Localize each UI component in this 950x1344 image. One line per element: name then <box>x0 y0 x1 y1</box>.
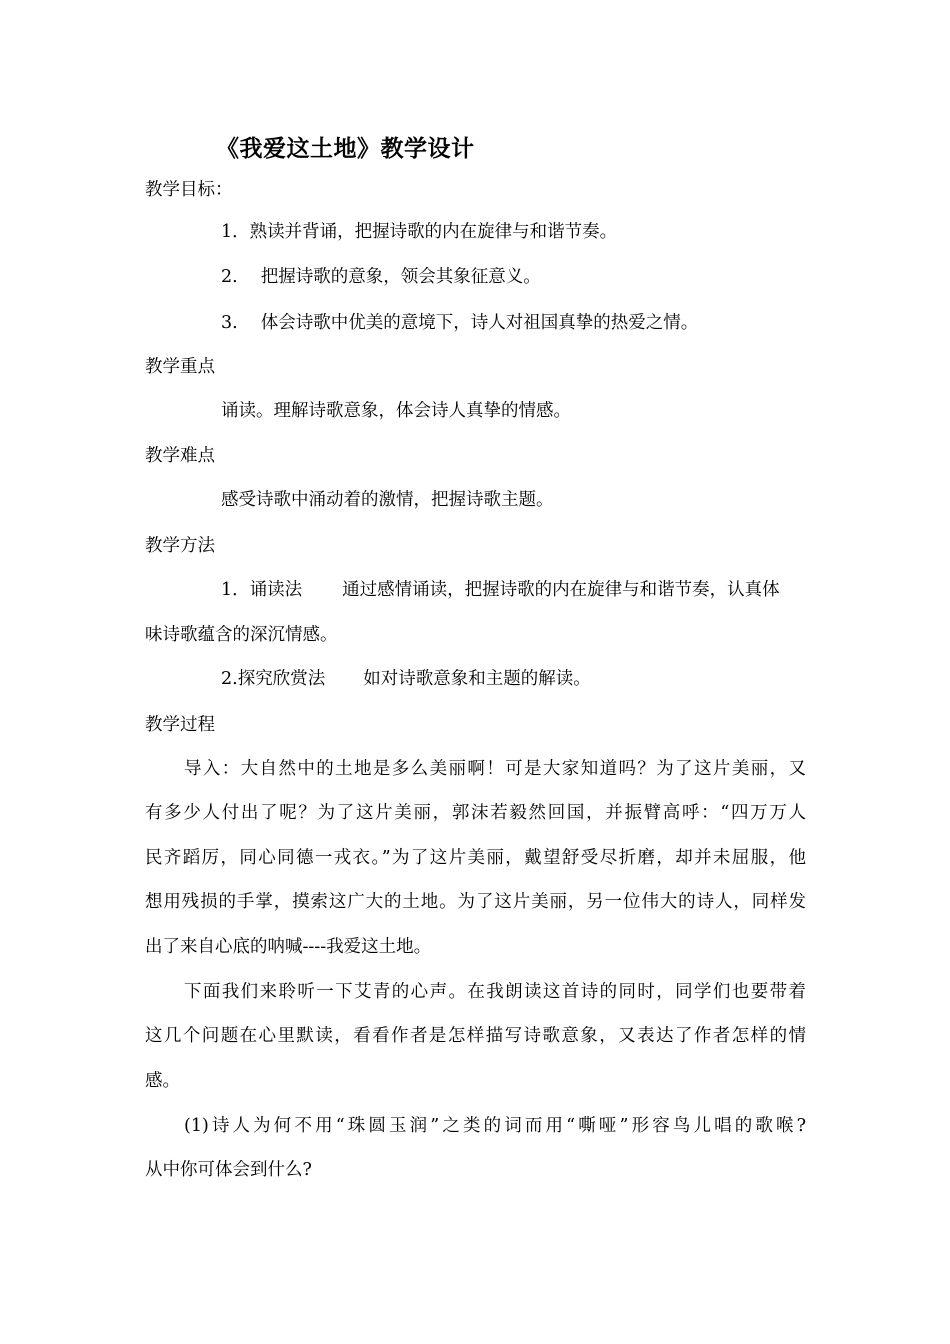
listen-line-2: 这几个问题在心里默读，看看作者是怎样描写诗歌意象，又表达了作者怎样的情 <box>145 1026 806 1046</box>
method-item-2-name: 2.探究欣赏法 <box>221 669 326 689</box>
objective-item-3: 3. 体会诗歌中优美的意境下，诗人对祖国真挚的热爱之情。 <box>221 313 699 333</box>
method-item-1-desc: 通过感情诵读，把握诗歌的内在旋律与和谐节奏，认真体 <box>342 580 780 600</box>
difficulties-text: 感受诗歌中涌动着的激情，把握诗歌主题。 <box>221 490 554 510</box>
objectives-heading: 教学目标： <box>145 180 233 200</box>
listen-line-1: 下面我们来聆听一下艾青的心声。在我朗读这首诗的同时，同学们也要带着 <box>184 982 806 1002</box>
intro-line-4: 想用残损的手掌，摸索这广大的土地。为了这片美丽，另一位伟大的诗人，同样发 <box>145 892 806 912</box>
intro-line-1: 导入：大自然中的土地是多么美丽啊！可是大家知道吗？为了这片美丽，又 <box>184 759 806 779</box>
objective-item-2: 2. 把握诗歌的意象，领会其象征意义。 <box>221 267 541 287</box>
listen-line-3: 感。 <box>145 1071 180 1091</box>
key-points-heading: 教学重点 <box>145 357 215 377</box>
intro-line-3: 民齐蹈厉，同心同德一戎衣。”为了这片美丽，戴望舒受尽折磨，却并未屈服，他 <box>145 848 806 868</box>
objective-item-1: 1．熟读并背诵，把握诗歌的内在旋律与和谐节奏。 <box>221 222 618 242</box>
intro-line-5: 出了来自心底的呐喊----我爱这土地。 <box>145 937 432 957</box>
method-item-1-continued: 味诗歌蕴含的深沉情感。 <box>145 625 338 645</box>
key-points-text: 诵读。理解诗歌意象，体会诗人真挚的情感。 <box>221 401 571 421</box>
document-title: 《我爱这土地》教学设计 <box>216 136 475 162</box>
method-item-1 <box>221 578 780 602</box>
method-item-2-desc: 如对诗歌意象和主题的解读。 <box>363 669 591 689</box>
method-item-1-name: 1．诵读法 <box>221 580 303 600</box>
method-item-2 <box>221 667 591 691</box>
process-heading: 教学过程 <box>145 715 215 735</box>
question-line-2: 从中你可体会到什么? <box>145 1160 312 1180</box>
difficulties-heading: 教学难点 <box>145 446 215 466</box>
question-line-1: (1)诗人为何不用“珠圆玉润”之类的词而用“嘶哑”形容鸟儿唱的歌喉? <box>184 1116 806 1136</box>
intro-line-2: 有多少人付出了呢？为了这片美丽，郭沫若毅然回国，并振臂高呼：“四万万人 <box>145 803 806 823</box>
methods-heading: 教学方法 <box>145 536 215 556</box>
